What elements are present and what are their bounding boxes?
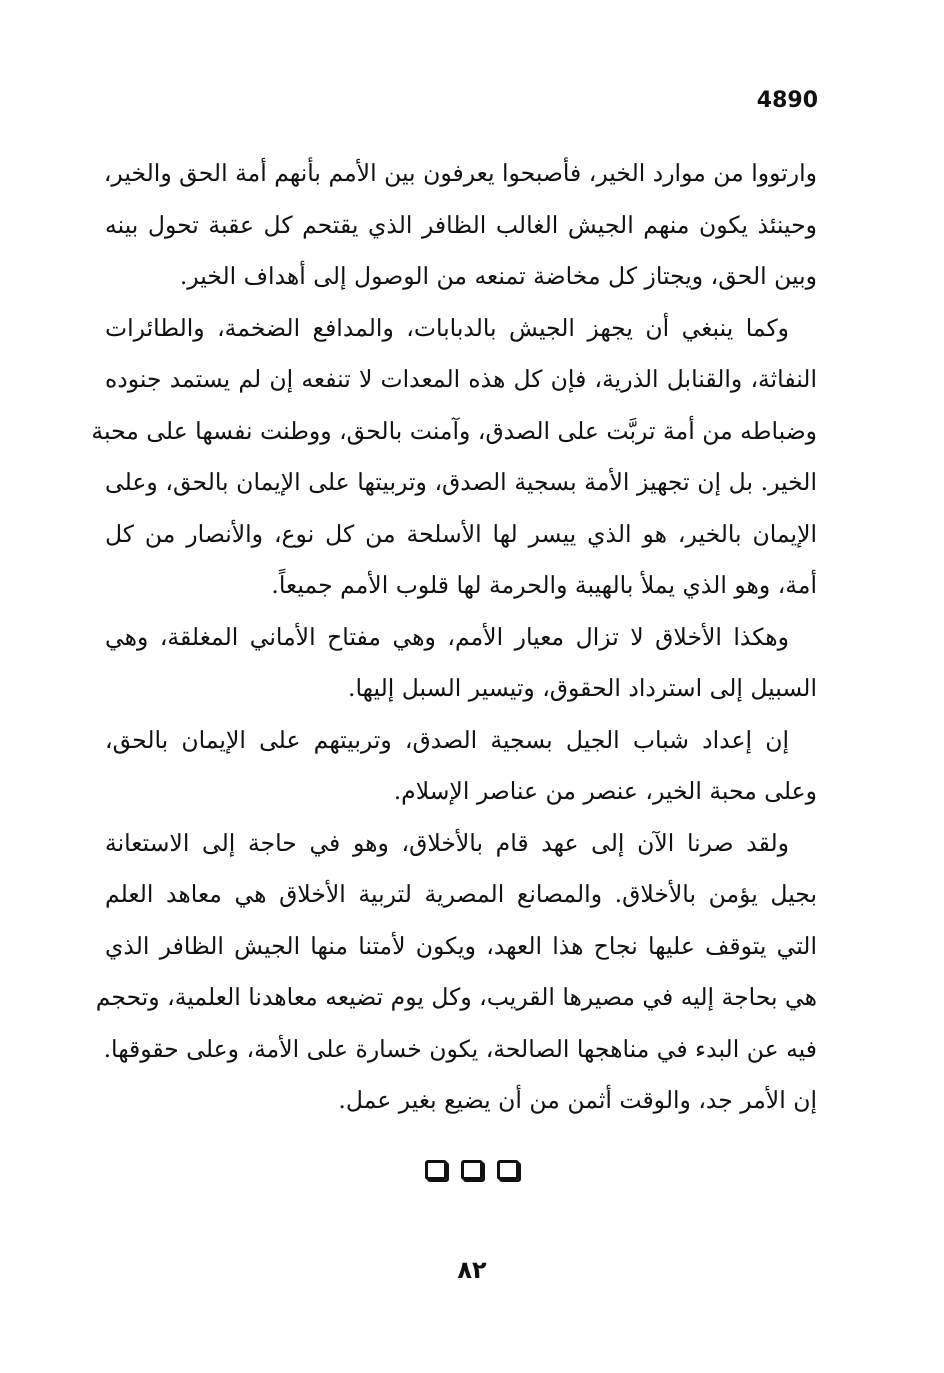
text-line: إن الأمر جد، والوقت أثمن من أن يضيع بغير عمل. — [338, 1086, 817, 1114]
text-line: الإيمان بالخير، هو الذي ييسر لها الأسلحة من كل نوع، والأنصار من كل — [105, 519, 817, 548]
body-text — [91, 148, 817, 1127]
text-line: أمة، وهو الذي يملأ بالهيبة والحرمة لها قلوب الأمم جميعاً. — [271, 571, 817, 599]
paragraph-1 — [105, 148, 817, 303]
text-line: إن إعداد شباب الجيل بسجية الصدق، وتربيتهم على الإيمان بالحق، — [105, 725, 789, 754]
page-id: 4890 — [756, 88, 818, 113]
square-ornament-icon — [461, 1160, 483, 1180]
paragraph-4 — [105, 715, 817, 818]
text-line: فيه عن البدء في مناهجها الصالحة، يكون خسارة على الأمة، وعلى حقوقها. — [103, 1034, 817, 1063]
text-line: وارتووا من موارد الخير، فأصبحوا يعرفون بين الأمم بأنهم أمة الحق والخير، — [103, 159, 817, 187]
paragraph-5 — [95, 818, 817, 1127]
square-ornament-icon — [425, 1160, 447, 1180]
text-line: الخير. بل إن تجهيز الأمة بسجية الصدق، وتربيتها على الإيمان بالحق، وعلى — [105, 468, 817, 496]
text-line: ولقد صرنا الآن إلى عهد قام بالأخلاق، وهو في حاجة إلى الاستعانة — [105, 828, 789, 857]
text-line: وحينئذ يكون منهم الجيش الغالب الظافر الذي يقتحم كل عقبة تحول بينه — [105, 210, 817, 239]
text-line: هي بحاجة إليه في مصيرها القريب، وكل يوم تضيعه معاهدنا العلمية، وتحجم — [95, 983, 817, 1011]
text-line: النفاثة، والقنابل الذرية، فإن كل هذه المعدات لا تنفعه إن لم يستمد جنوده — [105, 365, 817, 393]
paragraph-2 — [91, 303, 817, 612]
text-line: وهكذا الأخلاق لا تزال معيار الأمم، وهي مفتاح الأماني المغلقة، وهي — [105, 622, 789, 651]
text-line: وعلى محبة الخير، عنصر من عناصر الإسلام. — [393, 777, 817, 805]
text-line: وضباطه من أمة تربَّت على الصدق، وآمنت بالحق، ووطنت نفسها على محبة — [91, 416, 817, 445]
text-line: السبيل إلى استرداد الحقوق، وتيسير السبل إليها. — [348, 674, 817, 702]
text-line: وكما ينبغي أن يجهز الجيش بالدبابات، والمدافع الضخمة، والطائرات — [105, 313, 789, 342]
text-line: بجيل يؤمن بالأخلاق. والمصانع المصرية لتربية الأخلاق هي معاهد العلم — [105, 880, 817, 908]
paragraph-3 — [105, 612, 817, 715]
square-ornament-icon — [497, 1160, 519, 1180]
text-line: وبين الحق، ويجتاز كل مخاضة تمنعه من الوصول إلى أهداف الخير. — [179, 262, 817, 290]
page-number: ٨٢ — [457, 1256, 487, 1284]
section-separator — [0, 1160, 944, 1184]
text-line: التي يتوقف عليها نجاح هذا العهد، ويكون لأمتنا منها الجيش الظافر الذي — [105, 931, 817, 960]
